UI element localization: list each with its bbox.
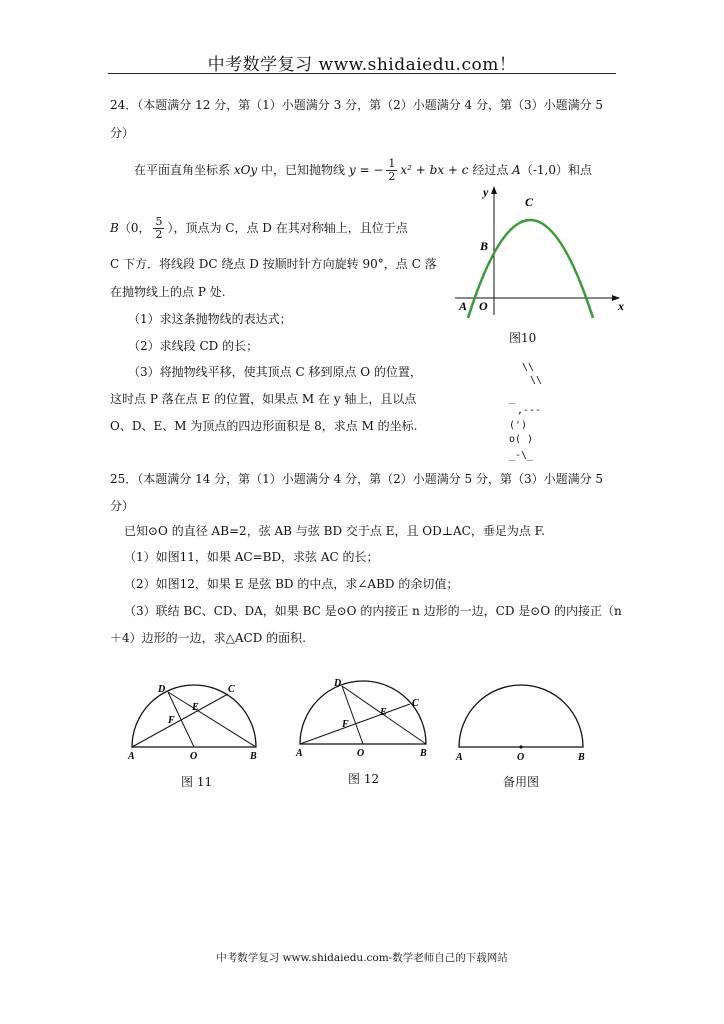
artifact-line-6: o( ): [509, 434, 534, 445]
q24-eq-lhs: y = −: [348, 163, 384, 177]
q24-part3-line2: 这时点 P 落在点 E 的位置，如果点 M 在 y 轴上，且以点: [110, 392, 417, 406]
figure-10-caption: 图10: [509, 331, 537, 345]
q24-heading-line2: 分）: [110, 126, 135, 140]
artifact-line-4: ,---: [517, 405, 542, 416]
fig12-label-F: F: [342, 719, 349, 730]
q24-xoy: xOy: [233, 163, 258, 177]
artifact-line-3: _: [509, 393, 516, 404]
q24-point-A: A: [512, 163, 521, 177]
fig11-label-O: O: [190, 751, 198, 762]
q24-stem-line3: C 下方．将线段 DC 绕点 D 按顺时针方向旋转 90°，点 C 落: [110, 257, 437, 271]
spare-label-B: B: [578, 752, 585, 763]
q24-stem-text-a: 在平面直角坐标系: [134, 163, 234, 177]
figure-11-caption: 图 11: [181, 775, 213, 789]
q24-stem2-text-b: ），顶点为 C，点 D 在其对称轴上，且位于点: [167, 221, 408, 235]
q24-part1: （1）求这条抛物线的表达式；: [128, 312, 292, 326]
page-footer: 中考数学复习 www.shidaiedu.com-数学老师自己的下载网站: [216, 952, 508, 964]
figure-12-diagram: [290, 672, 440, 762]
artifact-line-5: ('): [509, 420, 528, 431]
fig11-label-F: F: [168, 715, 175, 726]
artifact-line-2: \\: [530, 375, 543, 386]
fig11-label-C: C: [228, 684, 235, 695]
fig12-chord-AC: [300, 704, 410, 744]
fig11-semicircle: [132, 685, 256, 747]
q24-part2: （2）求线段 CD 的长；: [128, 339, 259, 353]
figure-12-caption: 图 12: [348, 772, 380, 786]
fig12-label-B: B: [420, 748, 427, 759]
q24-point-B: B: [110, 221, 119, 235]
fig12-label-D: D: [334, 678, 342, 689]
header-rule: [108, 73, 616, 74]
q24-stem-text-d: （-1,0）和点: [520, 163, 592, 177]
q24-eq-rhs: x² + bx + c: [400, 163, 469, 177]
label-x: x: [618, 299, 624, 313]
q25-heading-line1: 25．（本题满分 14 分，第（1）小题满分 4 分，第（2）小题满分 5 分，第（3）小题满分 5: [110, 472, 604, 486]
spare-semicircle: [459, 685, 583, 747]
fig12-label-A: A: [296, 748, 303, 759]
spare-label-O: O: [517, 752, 525, 763]
artifact-line-7: _-\_: [509, 450, 534, 461]
label-A: A: [459, 299, 468, 313]
figure-11-diagram: [120, 680, 270, 765]
q25-heading-line2: 分）: [110, 499, 135, 513]
label-B: B: [480, 239, 489, 253]
label-O: O: [479, 299, 488, 313]
q24-eq-fraction: [386, 158, 397, 183]
fig11-label-E: E: [192, 702, 199, 713]
y-axis-arrow: [491, 186, 497, 194]
spare-figure-diagram: [450, 680, 600, 765]
q24-stem-line2: [110, 216, 408, 241]
fig12-semicircle: [300, 681, 426, 744]
fig12-segment-OD: [342, 686, 363, 744]
q24-eq-num: 1: [388, 157, 396, 170]
fig11-label-B: B: [250, 751, 257, 762]
q24-heading-line1: 24．（本题满分 12 分，第（1）小题满分 3 分，第（2）小题满分 4 分，第（3）小题满分 5: [110, 98, 604, 112]
q24-frac-den: 2: [155, 228, 163, 241]
q24-eq-den: 2: [388, 170, 396, 183]
label-C: C: [525, 195, 534, 209]
q25-part2: （2）如图12，如果 E 是弦 BD 的中点，求∠ABD 的余切值；: [124, 577, 459, 591]
q24-five-halves: [153, 216, 164, 241]
page-header-title: 中考数学复习 www.shidaiedu.com！: [207, 55, 517, 75]
q24-stem-line4: 在抛物线上的点 P 处.: [110, 285, 226, 299]
fig11-label-D: D: [158, 684, 166, 695]
artifact-line-1: \\: [522, 362, 535, 373]
fig12-label-E: E: [380, 707, 387, 718]
spare-center-dot: [519, 745, 522, 748]
spare-label-A: A: [456, 752, 463, 763]
label-y: y: [483, 185, 489, 199]
q25-part3-line2: ＋4）边形的一边，求△ACD 的面积.: [110, 631, 306, 645]
fig11-label-A: A: [128, 751, 135, 762]
figure-10-graph: [450, 180, 630, 320]
q24-stem2-text-a: （0，: [118, 221, 151, 235]
q24-stem-text-b: 中，已知抛物线: [257, 163, 349, 177]
q24-stem-text-c: 经过点: [468, 163, 513, 177]
q24-part3-line3: O、D、E、M 为顶点的四边形面积是 8，求点 M 的坐标.: [110, 419, 418, 433]
fig12-label-O: O: [357, 748, 365, 759]
q24-frac-num: 5: [155, 215, 163, 228]
spare-figure-caption: 备用图: [503, 775, 540, 789]
fig12-label-C: C: [412, 698, 419, 709]
q25-stem: 已知⊙O 的直径 AB=2，弦 AB 与弦 BD 交于点 E，且 OD⊥AC，垂足为点 F.: [124, 524, 545, 538]
q25-part3-line1: （3）联结 BC、CD、DA，如果 BC 是⊙O 的内接正 n 边形的一边，CD 是⊙O 的内接正（n: [124, 604, 622, 618]
q25-part1: （1）如图11，如果 AC=BD，求弦 AC 的长；: [124, 550, 379, 564]
q24-part3-line1: （3）将抛物线平移，使其顶点 C 移到原点 O 的位置，: [128, 365, 422, 379]
